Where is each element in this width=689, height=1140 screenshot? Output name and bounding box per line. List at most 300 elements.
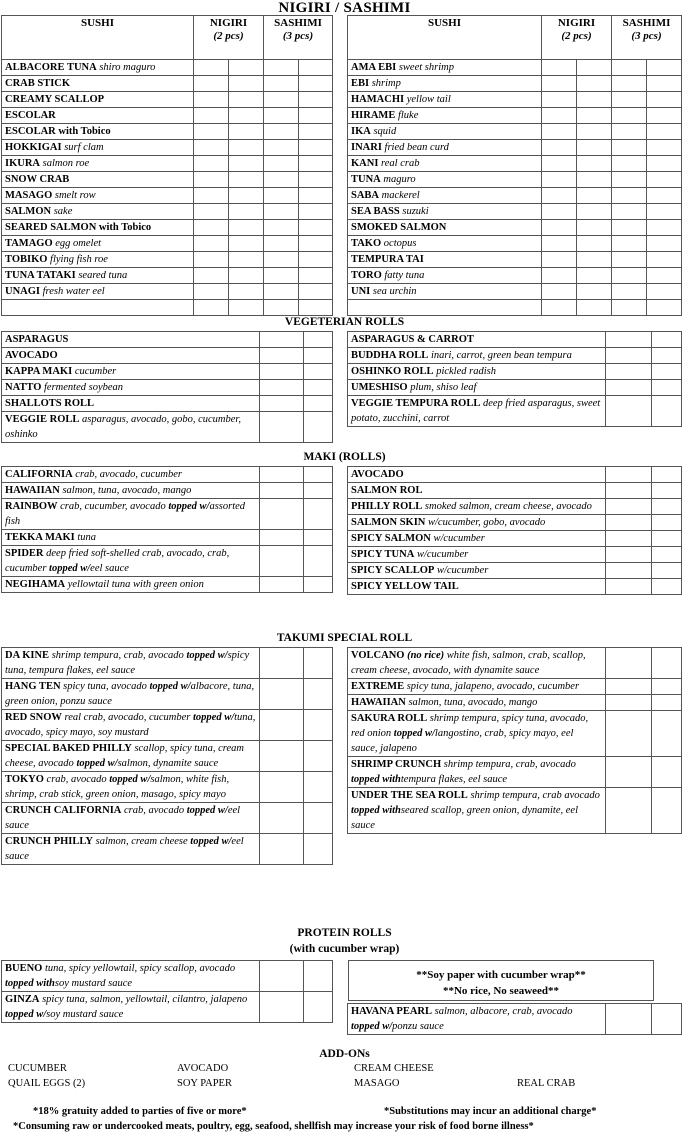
quantity-box[interactable] [264, 268, 299, 284]
quantity-box[interactable] [260, 396, 304, 412]
quantity-box[interactable] [606, 515, 652, 531]
maki-left-table [1, 466, 333, 593]
quantity-box[interactable] [652, 788, 682, 834]
quantity-box[interactable] [612, 60, 647, 76]
table-row [2, 741, 333, 772]
menu-item [2, 679, 260, 710]
item-name: ESCOLAR [5, 110, 56, 121]
quantity-box[interactable] [647, 300, 682, 316]
quantity-box[interactable] [612, 300, 647, 316]
item-description: flying fish roe [50, 254, 108, 265]
quantity-box[interactable] [304, 834, 333, 865]
quantity-box[interactable] [647, 188, 682, 204]
quantity-box[interactable] [229, 172, 264, 188]
quantity-box[interactable] [299, 220, 333, 236]
item-name: HANG TEN [5, 681, 61, 692]
quantity-box[interactable] [652, 467, 682, 483]
quantity-box[interactable] [304, 530, 333, 546]
quantity-box[interactable] [229, 204, 264, 220]
quantity-box[interactable] [652, 579, 682, 595]
table-row [348, 60, 682, 76]
quantity-box[interactable] [299, 124, 333, 140]
quantity-box[interactable] [606, 547, 652, 563]
quantity-box[interactable] [260, 332, 304, 348]
item-name: HAWAIIAN [351, 697, 406, 708]
quantity-box[interactable] [260, 483, 304, 499]
quantity-box[interactable] [264, 284, 299, 300]
quantity-box[interactable] [229, 92, 264, 108]
quantity-box[interactable] [229, 108, 264, 124]
table-row [348, 124, 682, 140]
table-row [348, 188, 682, 204]
quantity-box[interactable] [229, 124, 264, 140]
quantity-box[interactable] [647, 284, 682, 300]
quantity-box[interactable] [542, 268, 577, 284]
quantity-box[interactable] [652, 757, 682, 788]
quantity-box[interactable] [606, 711, 652, 757]
quantity-box[interactable] [229, 284, 264, 300]
quantity-box[interactable] [542, 300, 577, 316]
quantity-box[interactable] [542, 172, 577, 188]
quantity-box[interactable] [304, 546, 333, 577]
addon-item: QUAIL EGGS (2) [8, 1078, 86, 1089]
topped-label: topped with [351, 805, 401, 816]
quantity-box[interactable] [577, 172, 612, 188]
quantity-box[interactable] [194, 220, 229, 236]
quantity-box[interactable] [542, 92, 577, 108]
menu-item [2, 530, 260, 546]
quantity-box[interactable] [647, 92, 682, 108]
quantity-box[interactable] [264, 108, 299, 124]
quantity-box[interactable] [299, 172, 333, 188]
quantity-box[interactable] [229, 76, 264, 92]
quantity-box[interactable] [542, 188, 577, 204]
quantity-box[interactable] [612, 140, 647, 156]
quantity-box[interactable] [229, 236, 264, 252]
quantity-box[interactable] [260, 380, 304, 396]
quantity-box[interactable] [652, 380, 682, 396]
quantity-box[interactable] [304, 467, 333, 483]
table-row [2, 60, 333, 76]
menu-item [2, 499, 260, 530]
quantity-box[interactable] [652, 679, 682, 695]
quantity-box[interactable] [606, 679, 652, 695]
quantity-box[interactable] [299, 92, 333, 108]
quantity-box[interactable] [264, 156, 299, 172]
quantity-box[interactable] [647, 108, 682, 124]
quantity-box[interactable] [612, 124, 647, 140]
quantity-box[interactable] [260, 961, 304, 992]
quantity-box[interactable] [299, 236, 333, 252]
veg-section-title: VEGETERIAN ROLLS [284, 316, 405, 328]
quantity-box[interactable] [229, 156, 264, 172]
quantity-box[interactable] [304, 396, 333, 412]
quantity-box[interactable] [647, 60, 682, 76]
quantity-box[interactable] [542, 156, 577, 172]
quantity-box[interactable] [229, 268, 264, 284]
quantity-box[interactable] [264, 60, 299, 76]
quantity-box[interactable] [299, 252, 333, 268]
topping-description: soy mustard sauce [54, 978, 133, 989]
quantity-box[interactable] [264, 220, 299, 236]
quantity-box[interactable] [304, 364, 333, 380]
quantity-box[interactable] [647, 252, 682, 268]
quantity-box[interactable] [577, 188, 612, 204]
quantity-box[interactable] [194, 60, 229, 76]
quantity-box[interactable] [612, 188, 647, 204]
topped-label: topped w/ [351, 1021, 393, 1032]
quantity-box[interactable] [229, 252, 264, 268]
quantity-box[interactable] [194, 92, 229, 108]
quantity-box[interactable] [299, 108, 333, 124]
topping-description: spicy tuna, tempura flakes, eel sauce [5, 650, 250, 676]
quantity-box[interactable] [612, 268, 647, 284]
quantity-box[interactable] [577, 76, 612, 92]
quantity-box[interactable] [652, 396, 682, 427]
quantity-box[interactable] [577, 252, 612, 268]
table-row [2, 396, 333, 412]
quantity-box[interactable] [606, 531, 652, 547]
quantity-box[interactable] [542, 108, 577, 124]
quantity-box[interactable] [652, 547, 682, 563]
topping-description: assorted fish [5, 501, 246, 527]
menu-item [348, 220, 542, 236]
quantity-box[interactable] [299, 76, 333, 92]
quantity-box[interactable] [304, 348, 333, 364]
topped-label: topped w/ [5, 1009, 47, 1020]
quantity-box[interactable] [264, 76, 299, 92]
quantity-box[interactable] [194, 172, 229, 188]
table-row [348, 711, 682, 757]
quantity-box[interactable] [229, 300, 264, 316]
quantity-box[interactable] [647, 204, 682, 220]
quantity-box[interactable] [299, 268, 333, 284]
quantity-box[interactable] [542, 124, 577, 140]
quantity-box[interactable] [260, 679, 304, 710]
quantity-box[interactable] [652, 515, 682, 531]
item-name: SEA BASS [351, 206, 400, 217]
quantity-box[interactable] [647, 124, 682, 140]
item-name: UMESHISO [351, 382, 408, 393]
quantity-box[interactable] [606, 563, 652, 579]
item-name: CRAB STICK [5, 78, 71, 89]
item-description: spicy tuna, salmon, yellowtail, cilantro, jalapeno [42, 994, 248, 1005]
quantity-box[interactable] [260, 546, 304, 577]
quantity-box[interactable] [260, 467, 304, 483]
quantity-box[interactable] [606, 648, 652, 679]
topping-description: soy mustard sauce [46, 1009, 124, 1020]
table-row [2, 172, 333, 188]
quantity-box[interactable] [652, 711, 682, 757]
table-row [2, 268, 333, 284]
quantity-box[interactable] [304, 412, 333, 443]
table-row [348, 220, 682, 236]
quantity-box[interactable] [264, 236, 299, 252]
quantity-box[interactable] [260, 834, 304, 865]
quantity-box[interactable] [194, 284, 229, 300]
quantity-box[interactable] [260, 530, 304, 546]
nigiri-left-table [1, 15, 333, 316]
quantity-box[interactable] [606, 483, 652, 499]
menu-item [348, 92, 542, 108]
table-row [348, 648, 682, 679]
quantity-box[interactable] [260, 499, 304, 530]
menu-item [2, 992, 260, 1023]
quantity-box[interactable] [304, 483, 333, 499]
quantity-box[interactable] [542, 204, 577, 220]
menu-item [348, 515, 606, 531]
quantity-box[interactable] [299, 204, 333, 220]
quantity-box[interactable] [194, 76, 229, 92]
quantity-box[interactable] [577, 284, 612, 300]
quantity-box[interactable] [264, 188, 299, 204]
addon-item: REAL CRAB [517, 1078, 576, 1089]
quantity-box[interactable] [612, 220, 647, 236]
quantity-box[interactable] [299, 156, 333, 172]
item-description: shrimp tempura, spicy tuna, avocado, red onion [351, 713, 589, 739]
menu-item [348, 204, 542, 220]
quantity-box[interactable] [647, 140, 682, 156]
quantity-box[interactable] [647, 220, 682, 236]
quantity-box[interactable] [194, 140, 229, 156]
quantity-box[interactable] [577, 204, 612, 220]
quantity-box[interactable] [229, 188, 264, 204]
item-description: maguro [383, 174, 416, 185]
quantity-box[interactable] [264, 140, 299, 156]
quantity-box[interactable] [606, 499, 652, 515]
quantity-box[interactable] [652, 364, 682, 380]
quantity-box[interactable] [606, 364, 652, 380]
quantity-box[interactable] [264, 124, 299, 140]
item-description: real crab [381, 158, 420, 169]
quantity-box[interactable] [652, 499, 682, 515]
quantity-box[interactable] [577, 92, 612, 108]
item-name: VEGGIE ROLL [5, 414, 80, 425]
quantity-box[interactable] [194, 236, 229, 252]
quantity-box[interactable] [606, 467, 652, 483]
table-row [2, 577, 333, 593]
quantity-box[interactable] [229, 60, 264, 76]
item-description: crab, avocado [124, 805, 185, 816]
item-name: NEGIHAMA [5, 579, 66, 590]
item-description: shrimp tempura, crab, avocado [443, 759, 576, 770]
quantity-box[interactable] [606, 788, 652, 834]
menu-item [2, 348, 260, 364]
item-name: NATTO [5, 382, 42, 393]
table-row [2, 220, 333, 236]
quantity-box[interactable] [612, 284, 647, 300]
quantity-box[interactable] [647, 156, 682, 172]
quantity-box[interactable] [299, 300, 333, 316]
quantity-box[interactable] [577, 300, 612, 316]
menu-item [348, 76, 542, 92]
quantity-box[interactable] [606, 348, 652, 364]
quantity-box[interactable] [299, 188, 333, 204]
quantity-box[interactable] [260, 364, 304, 380]
quantity-box[interactable] [652, 332, 682, 348]
quantity-box[interactable] [260, 710, 304, 741]
quantity-box[interactable] [260, 741, 304, 772]
menu-item [348, 188, 542, 204]
quantity-box[interactable] [577, 60, 612, 76]
quantity-box[interactable] [299, 60, 333, 76]
quantity-box[interactable] [194, 156, 229, 172]
item-description: fluke [397, 110, 419, 121]
quantity-box[interactable] [299, 284, 333, 300]
item-description: mackerel [381, 190, 420, 201]
quantity-box[interactable] [304, 803, 333, 834]
table-row [2, 156, 333, 172]
quantity-box[interactable] [577, 220, 612, 236]
quantity-box[interactable] [304, 577, 333, 593]
quantity-box[interactable] [304, 741, 333, 772]
menu-item [2, 252, 194, 268]
item-name: SPICY TUNA [351, 549, 415, 560]
quantity-box[interactable] [260, 992, 304, 1023]
topping-description: salmon, dynamite sauce [117, 758, 219, 769]
quantity-box[interactable] [612, 204, 647, 220]
quantity-box[interactable] [194, 108, 229, 124]
quantity-box[interactable] [606, 695, 652, 711]
quantity-box[interactable] [260, 577, 304, 593]
item-description: fried bean curd [384, 142, 449, 153]
item-name: HOKKIGAI [5, 142, 62, 153]
nigiri-right-table [347, 15, 682, 316]
item-name: TORO [351, 270, 382, 281]
topped-label: topped w/ [109, 774, 151, 785]
menu-item [2, 772, 260, 803]
menu-item [348, 300, 542, 316]
quantity-box[interactable] [260, 348, 304, 364]
item-description: white fish, salmon, crab, scallop, cream cheese, avocado, with dynamite sauce [351, 650, 586, 676]
table-row [2, 140, 333, 156]
quantity-box[interactable] [606, 380, 652, 396]
quantity-box[interactable] [542, 236, 577, 252]
table-row [2, 348, 333, 364]
table-row [2, 772, 333, 803]
item-description: deep fried asparagus, sweet potato, zucchini, carrot [351, 398, 601, 424]
quantity-box[interactable] [577, 156, 612, 172]
quantity-box[interactable] [652, 1004, 682, 1035]
item-description: smelt row [54, 190, 96, 201]
quantity-box[interactable] [652, 563, 682, 579]
quantity-box[interactable] [194, 124, 229, 140]
quantity-box[interactable] [606, 579, 652, 595]
quantity-box[interactable] [577, 108, 612, 124]
quantity-box[interactable] [612, 92, 647, 108]
quantity-box[interactable] [264, 172, 299, 188]
quantity-box[interactable] [647, 236, 682, 252]
quantity-box[interactable] [577, 236, 612, 252]
quantity-box[interactable] [304, 992, 333, 1023]
quantity-box[interactable] [612, 172, 647, 188]
quantity-box[interactable] [304, 679, 333, 710]
quantity-box[interactable] [542, 284, 577, 300]
quantity-box[interactable] [264, 92, 299, 108]
item-name: UNDER THE SEA ROLL [351, 790, 468, 801]
quantity-box[interactable] [647, 268, 682, 284]
table-row [2, 530, 333, 546]
quantity-box[interactable] [577, 140, 612, 156]
quantity-box[interactable] [304, 499, 333, 530]
item-name: SALMON ROL [351, 485, 423, 496]
quantity-box[interactable] [606, 396, 652, 427]
quantity-box[interactable] [194, 300, 229, 316]
quantity-box[interactable] [542, 76, 577, 92]
quantity-box[interactable] [652, 648, 682, 679]
topped-label: topped with [5, 978, 55, 989]
menu-item [2, 483, 260, 499]
quantity-box[interactable] [542, 220, 577, 236]
quantity-box[interactable] [542, 252, 577, 268]
quantity-box[interactable] [606, 332, 652, 348]
quantity-box[interactable] [612, 252, 647, 268]
quantity-box[interactable] [260, 648, 304, 679]
quantity-box[interactable] [304, 380, 333, 396]
quantity-box[interactable] [612, 76, 647, 92]
table-row [348, 284, 682, 300]
quantity-box[interactable] [647, 172, 682, 188]
menu-item [348, 467, 606, 483]
item-name: CALIFORNIA [5, 469, 73, 480]
quantity-box[interactable] [304, 772, 333, 803]
topping-description: tuna, avocado, spicy mayo, soy mustard [5, 712, 256, 738]
quantity-box[interactable] [264, 252, 299, 268]
quantity-box[interactable] [229, 140, 264, 156]
quantity-box[interactable] [260, 803, 304, 834]
quantity-box[interactable] [652, 348, 682, 364]
quantity-box[interactable] [542, 60, 577, 76]
quantity-box[interactable] [299, 140, 333, 156]
quantity-box[interactable] [612, 236, 647, 252]
quantity-box[interactable] [194, 252, 229, 268]
quantity-box[interactable] [194, 204, 229, 220]
quantity-box[interactable] [304, 710, 333, 741]
quantity-box[interactable] [264, 204, 299, 220]
quantity-box[interactable] [606, 757, 652, 788]
quantity-box[interactable] [264, 300, 299, 316]
topped-label: topped w/ [186, 805, 228, 816]
soy-note-line-2: **No rice, No seaweed** [442, 985, 560, 997]
quantity-box[interactable] [304, 648, 333, 679]
item-name: TOKYO [5, 774, 44, 785]
quantity-box[interactable] [304, 961, 333, 992]
item-description: salmon, cream cheese [95, 836, 188, 847]
quantity-box[interactable] [652, 695, 682, 711]
quantity-box[interactable] [577, 268, 612, 284]
item-name: EXTREME [351, 681, 405, 692]
quantity-box[interactable] [577, 124, 612, 140]
quantity-box[interactable] [260, 772, 304, 803]
quantity-box[interactable] [612, 156, 647, 172]
item-description: shrimp [371, 78, 401, 89]
quantity-box[interactable] [194, 268, 229, 284]
quantity-box[interactable] [194, 188, 229, 204]
quantity-box[interactable] [606, 1004, 652, 1035]
maki-right-table [347, 466, 682, 595]
quantity-box[interactable] [652, 531, 682, 547]
quantity-box[interactable] [260, 412, 304, 443]
veg-left-table [1, 331, 333, 443]
quantity-box[interactable] [612, 108, 647, 124]
quantity-box[interactable] [652, 483, 682, 499]
item-description: shiro maguro [99, 62, 156, 73]
quantity-box[interactable] [229, 220, 264, 236]
quantity-box[interactable] [647, 76, 682, 92]
quantity-box[interactable] [304, 332, 333, 348]
quantity-box[interactable] [542, 140, 577, 156]
veg-right-table [347, 331, 682, 427]
